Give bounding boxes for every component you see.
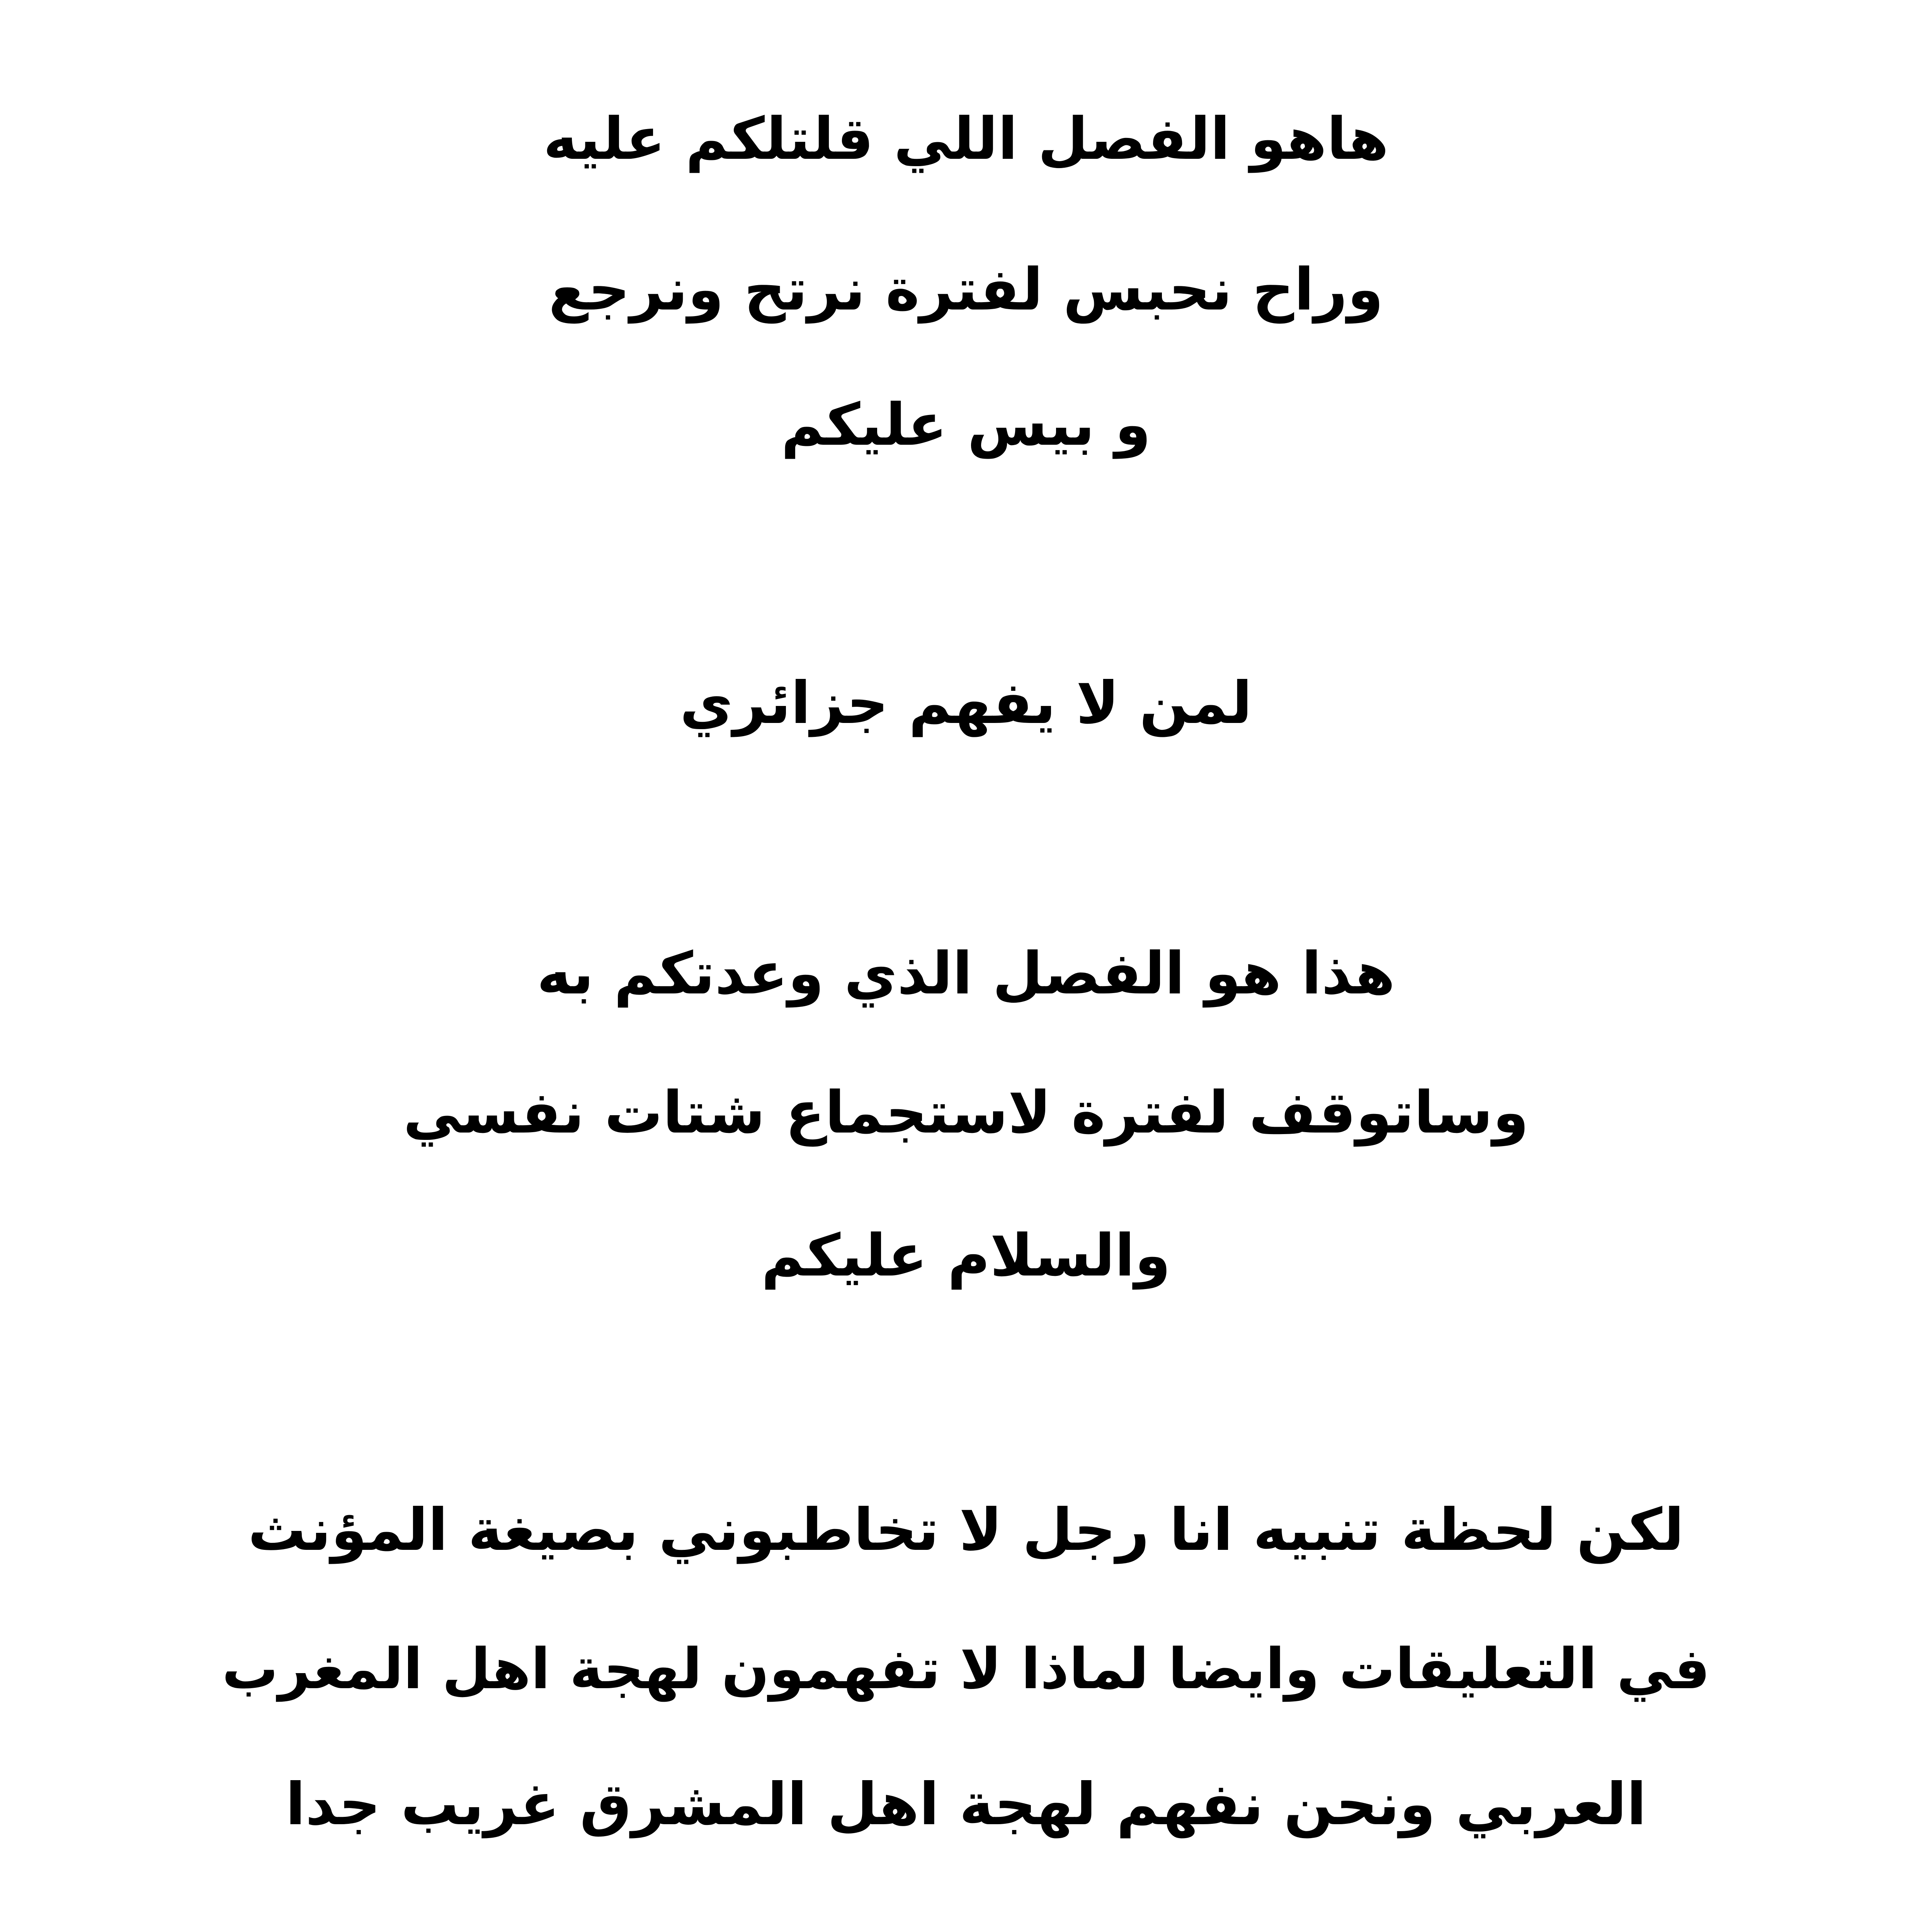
dialect-line-3: و بيس عليكم (781, 391, 1151, 459)
standard-line-2: وساتوقف لفترة لاستجماع شتات نفسي (403, 1079, 1529, 1146)
translation-note: لمن لا يفهم جزائري (680, 670, 1252, 737)
standard-line-1: هذا هو الفصل الذي وعدتكم به (537, 940, 1395, 1007)
dialect-line-2: وراح نحبس لفترة نرتح ونرجع (548, 256, 1384, 323)
warning-line-3: العربي ونحن نفهم لهجة اهل المشرق غريب جدا (285, 1771, 1647, 1838)
standard-line-3: والسلام عليكم (761, 1222, 1171, 1289)
warning-line-1: لكن لحظة تنبيه انا رجل لا تخاطبوني بصيغة المؤنث (248, 1497, 1684, 1564)
warning-line-2: في التعليقات وايضا لماذا لا تفهمون لهجة اهل المغرب (222, 1636, 1710, 1702)
dialect-line-1: هاهو الفصل اللي قلتلكم عليه (543, 105, 1389, 173)
